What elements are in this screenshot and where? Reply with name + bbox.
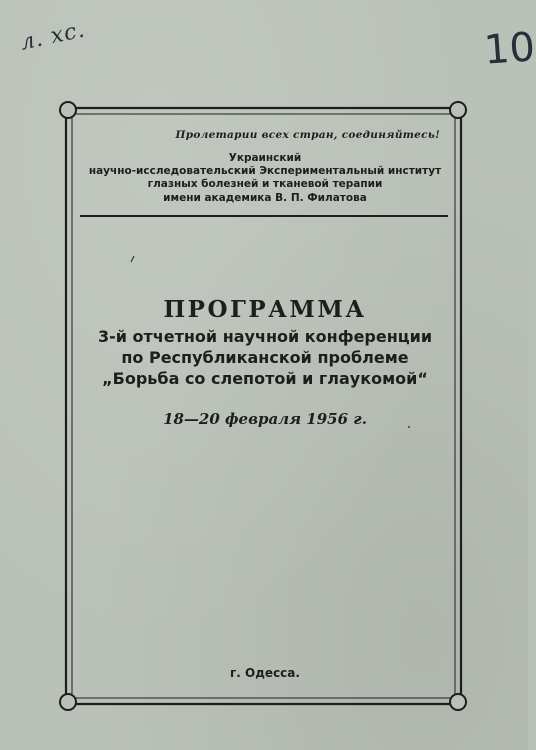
frame-corner-ring-top-right	[450, 102, 466, 118]
institute-line: имени академика В. П. Филатова	[163, 191, 367, 204]
conference-subtitle	[56, 326, 474, 389]
subtitle-line: 3-й отчетной научной конференции	[97, 327, 433, 346]
institute-line: научно-исследовательский Экспериментальный институт	[88, 165, 442, 178]
frame-corner-ring-bottom-left	[60, 694, 76, 710]
subtitle-line: „Борьба со слепотой и глаукомой“	[102, 369, 428, 388]
page-title: ПРОГРАММА	[163, 296, 367, 323]
subtitle-line: по Республиканской проблеме	[121, 348, 409, 367]
handwritten-note: л. хс.	[18, 17, 88, 56]
frame-corner-ring-top-left	[60, 102, 76, 118]
institute-line: Украинский	[228, 152, 302, 164]
institute-name	[60, 152, 470, 205]
conference-dates: 18—20 февраля 1956 г.	[163, 410, 367, 428]
publication-city: г. Одесса.	[230, 666, 300, 680]
handwritten-page-number: 10	[482, 24, 536, 74]
ink-speck	[131, 256, 134, 262]
institute-line: глазных болезней и тканевой терапии	[147, 178, 383, 191]
slogan: Пролетарии всех стран, соединяйтесь!	[175, 129, 440, 141]
frame-corner-ring-bottom-right	[450, 694, 466, 710]
